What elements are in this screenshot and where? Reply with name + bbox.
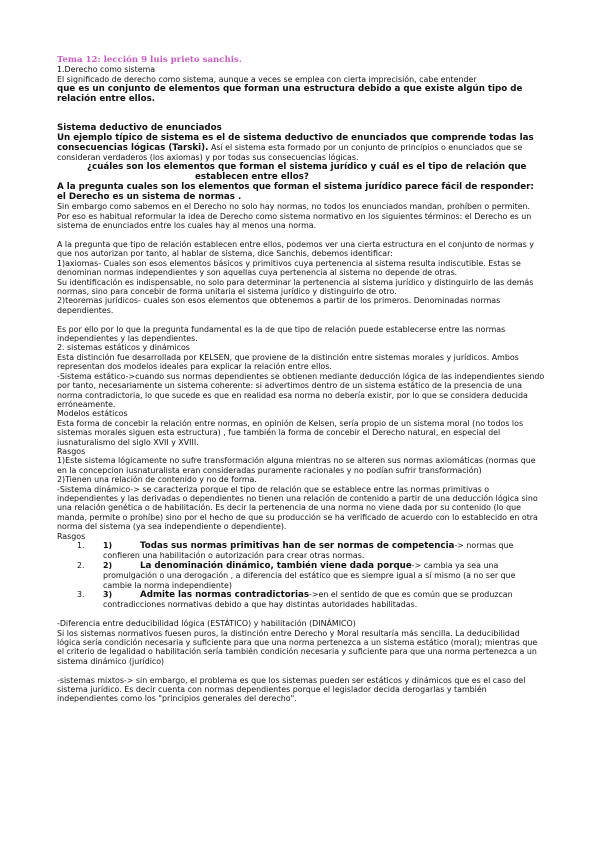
paragraph-sistemas-mixtos: -sistemas mixtos-> sin embargo, el problema es que los sistemas pueden ser estáticos y dinámicos que es el caso del sistema jurídico. Es decir cuenta con normas dependientes porque el legislador decida derogarlas y también independientes como los "principios generales del derecho". bbox=[57, 675, 526, 704]
text-axiomas: Así el sistema esta formado por un conjunto de principios o enunciados que se consideran verdaderos (los axiomas) y por todas sus consecuencias lógicas. bbox=[57, 143, 523, 162]
spacer bbox=[57, 666, 545, 675]
list-item bbox=[57, 561, 545, 590]
paragraph-conjunto-elementos: que es un conjunto de elementos que forman una estructura debido a que existe algún tipo de relación entre ellos. bbox=[57, 84, 523, 105]
heading-diferencia: -Diferencia entre deducibilidad lógica (ESTÁTICO) y habilitación (DINÁMICO) bbox=[57, 619, 356, 629]
paragraph-teoremas: 2)teoremas jurídicos- cuales son esos elementos que obtenemos a partir de los primeros. Denominadas normas dependientes. bbox=[57, 296, 501, 315]
question-line-2: establecen entre ellos? bbox=[195, 172, 309, 183]
paragraph-modelos-estaticos: Esta forma de concebir la relación entre normas, en opinión de Kelsen, sería propio de un sistema moral (no todos los sistemas morales siguen esta estructura) , fue también la forma de concebir el Derecho natural, en especial del iusnaturalismo del siglo XVII y XVIII. bbox=[57, 418, 524, 447]
bold-ejemplo: Un ejemplo típico de sistema es el de sistema deductivo de enunciados que comprende todas las consecuencias lógicas (Tarski). bbox=[57, 133, 534, 153]
list-item bbox=[57, 590, 545, 610]
heading-rasgos-dinamico: Rasgos bbox=[57, 531, 86, 541]
paragraph-sistema-dinamico: -Sistema dinámico-> se caracteriza porque el tipo de relación que se establece entre las normas primitivas o independientes y las derivadas o dependientes no tienen una relación de contenido a partir de una deducción lógica sino una relación genética o de habilitación. Es decir la pertenencia de una norma no viene dada por su contenido (lo que manda, permite o prohíbe) sino por el hecho de que su producción se ha verificado de acuerdo con lo establecido en otra norma del sistema (ya sea independiente o dependiente). bbox=[57, 484, 538, 532]
spacer bbox=[57, 610, 545, 619]
list-number: 3. bbox=[77, 590, 85, 600]
section-heading-sistema-deductivo: Sistema deductivo de enunciados bbox=[57, 123, 222, 133]
list-text: -> cambia ya sea una promulgación o una derogación , a diferencia del estático que es siempre igual a sí mismo (a no ser que cambie la norma independiente) bbox=[103, 560, 516, 590]
paragraph-identificacion: Su identificación es indispensable, no solo para determinar la pertenencia al sistema jurídico y distinguirlo de las demás normas, sino para concebir de forma unitaria el sistema jurídico y distinguirlo de otro. bbox=[57, 277, 534, 297]
list-lead: La denominación dinámico, también viene dada porque bbox=[140, 560, 412, 571]
spacer bbox=[57, 104, 545, 113]
list-rasgos-dinamicos bbox=[57, 541, 545, 610]
paragraph-significado: El significado de derecho como sistema, aunque a veces se emplea con cierta imprecisión, cabe entender bbox=[57, 74, 477, 84]
heading-modelos-estaticos: Modelos estáticos bbox=[57, 409, 128, 419]
paragraph-sin-embargo: Sin embargo como sabemos en el Derecho no solo hay normas, no todos los enunciados mandan, prohíben o permiten. Por eso es habitual reformular la idea de Derecho como sistema normativo en los siguientes términos: el Derecho es un sistema de enunciados entre los cuales hay al menos una norma. bbox=[57, 202, 532, 231]
document-page bbox=[57, 56, 545, 704]
question-line-1: ¿cuáles son los elementos que forman el sistema jurídico y cuál es el tipo de relación que bbox=[87, 162, 527, 173]
list-lead: Admite las normas contradictorias bbox=[140, 590, 309, 601]
paragraph-pregunta-fundamental: Es por ello por lo que la pregunta fundamental es la de que tipo de relación puede establecerse entre las normas independientes y las dependientes. bbox=[57, 324, 506, 344]
spacer bbox=[57, 315, 545, 324]
spacer bbox=[57, 114, 545, 123]
paragraph-axiomas: 1)axiomas- Cuales son esos elementos básicos y primitivos cuya pertenencia al sistema resulta indiscutible. Estas se denominan normas independientes y son aquellas cuya pertenencia al sistema no depende de otras. bbox=[57, 258, 521, 278]
list-text: -> normas que confieren una habilitación o autorización para crear otras normas. bbox=[103, 541, 514, 561]
paragraph-tipo-relacion: A la pregunta que tipo de relación establecen entre ellos, podemos ver una cierta estructura en el conjunto de normas y que nos autorizan por tanto, al hablar de sistema, dice Sanchis, debemos identificar: bbox=[57, 240, 534, 259]
list-number: 2. bbox=[77, 560, 85, 570]
paragraph-sistemas-puros: Si los sistemas normativos fuesen puros, la distinción entre Derecho y Moral resultaría más sencilla. La deducibilidad lógica sería condición necesaria y suficiente para que una norma pertenezca a un sistema estático (moral); mientras que el criterio de legalidad o habilitación sería también condición necesaria y suficiente para que una norma pertenezca a un sistema dinámico (jurídico) bbox=[57, 628, 538, 666]
list-index: 1) bbox=[103, 541, 113, 550]
document-title: Tema 12: lección 9 luis prieto sanchis. bbox=[57, 55, 242, 65]
heading-rasgos: Rasgos bbox=[57, 446, 86, 456]
paragraph-kelsen: Esta distinción fue desarrollada por KELSEN, que proviene de la distinción entre sistemas morales y jurídicos. Ambos representan dos modelos ideales para explicar la relación entre ellos. bbox=[57, 352, 519, 372]
list-item bbox=[57, 541, 545, 561]
list-lead: Todas sus normas primitivas han de ser normas de competencia bbox=[140, 541, 455, 551]
paragraph-pregunta-elementos: A la pregunta cuales son los elementos que forman el sistema jurídico parece fácil de responder: el Derecho es un sistema de normas . bbox=[57, 182, 534, 203]
paragraph-rasgo-2: 2)Tienen una relación de contenido y no de forma. bbox=[57, 475, 257, 485]
list-number: 1. bbox=[77, 541, 85, 550]
paragraph-rasgo-1: 1)Este sistema lógicamente no sufre transformación alguna mientras no se alteren sus normas axiomáticas (normas que en la concepcion iusnaturalista eran consideradas puramente racionales y no podían sufrir transformación) bbox=[57, 456, 536, 475]
question-elementos bbox=[57, 162, 545, 182]
section-heading-estaticos-dinamicos: 2. sistemas estáticos y dinámicos bbox=[57, 343, 190, 353]
list-index: 3) bbox=[103, 590, 113, 600]
list-index: 2) bbox=[103, 560, 113, 570]
list-text: ->en el sentido de que es común que se produzcan contradicciones normativas debido a que hay distintas autoridades habilitadas. bbox=[103, 590, 513, 610]
spacer bbox=[57, 231, 545, 240]
paragraph-sistema-estatico: -Sistema estático->cuando sus normas dependientes se obtienen mediante deducción lógica de las independientes siendo por tanto, necesariamente un sistema coherente: si advertimos dentro de un sistema estático de la presencia de una norma contradictoria, lo que sucede es que en realidad esa norma no debería existir, por lo que se considera deducida erróneamente. bbox=[57, 371, 545, 409]
section-heading-derecho-sistema: 1.Derecho como sistema bbox=[57, 65, 156, 75]
paragraph-ejemplo-tipico bbox=[57, 133, 545, 162]
